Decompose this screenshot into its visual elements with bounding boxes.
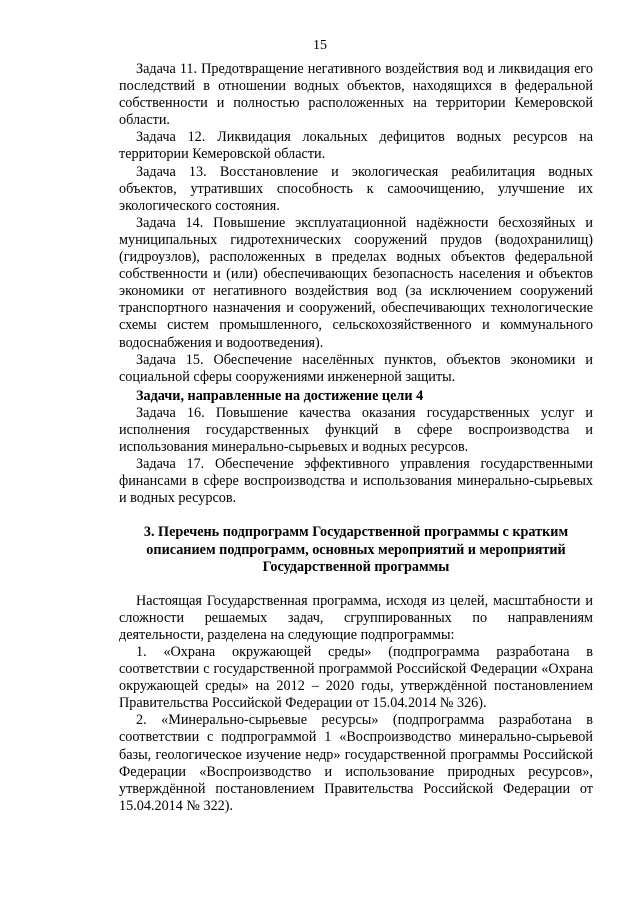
task-text: Обеспечение эффективного управления государственными финансами в сфере воспроизводства и использования минерально-сырьевых и водных ресурсов. [119,456,593,507]
task-15 [119,352,593,386]
section-title [119,524,593,575]
section-intro: Настоящая Государственная программа, исходя из целей, масштабности и сложности решаемых задач, сгруппированных по направлениям деятельности, разделена на следующие подпрограммы: [119,592,593,643]
task-label: Задача 17. [136,456,205,473]
task-label: Задача 11. [136,61,198,77]
task-16 [119,405,593,456]
page-content [119,61,593,815]
section-title-line: Государственной программы [262,558,450,575]
task-text: Повышение качества оказания государственных услуг и исполнения государственных функций в сфере воспроизводства и использования минерально-сырьевых и водных ресурсов. [119,404,593,456]
task-text: Предотвращение негативного воздействия вод и ликвидация его последствий в отношении водных объектов, находящихся в федеральной собственности и полностью расположенных на территории Кемеровской области. [119,61,593,129]
task-text: Повышение эксплуатационной надёжности бесхозяйных и муниципальных гидротехнических сооружений прудов (водохранилищ) (гидроузлов), расположенных в пределах водных объектов федеральной собственности и (или) обеспечивающих безопасность населения и объектов экономики от негативного воздействия вод (за исключением сооружений транспортного назначения и сооружений, обеспечивающих технологические схемы систем промышленного, сельскохозяйственного и коммунального водоснабжения и водоотведения). [119,214,593,351]
task-text: Ликвидация локальных дефицитов водных ресурсов на территории Кемеровской области. [119,129,593,163]
goal-4-heading: Задачи, направленные на достижение цели 4 [136,387,424,404]
section-title-line: описанием подпрограмм, основных мероприятий и мероприятий [146,541,566,558]
task-12 [119,129,593,163]
subprogram-2: 2. «Минерально-сырьевые ресурсы» (подпрограмма разработана в соответствии с подпрограммой 1 «Воспроизводство минерально-сырьевой базы, геологическое изучение недр» государственной программы Российской Федерации «Воспроизводство и использование природных ресурсов», утверждённой постановлением Правительства Российской Федерации от 15.04.2014 № 322). [119,712,593,814]
task-label: Задача 13. [136,163,207,180]
task-11 [119,61,593,129]
task-17 [119,456,593,507]
task-text: Восстановление и экологическая реабилитация водных объектов, утративших способность к самоочищению, улучшение их экологического состояния. [119,163,593,214]
section-title-line: 3. Перечень подпрограмм Государственной программы с кратким [143,524,569,541]
task-text: Обеспечение населённых пунктов, объектов экономики и социальной сферы сооружениями инженерной защиты. [119,351,593,385]
task-label: Задача 12. [136,129,206,146]
page-number: 15 [313,38,327,53]
task-label: Задача 14. [136,214,204,231]
task-label: Задача 15. [136,351,204,368]
task-13 [119,164,593,215]
task-label: Задача 16. [136,404,205,421]
subprogram-1: 1. «Охрана окружающей среды» (подпрограмма разработана в соответствии с государственной программой Российской Федерации «Охрана окружающей среды» на 2012 – 2020 годы, утверждённой постановлением Правительства Российской Федерации от 15.04.2014 № 326). [119,644,593,712]
task-14 [119,215,593,352]
